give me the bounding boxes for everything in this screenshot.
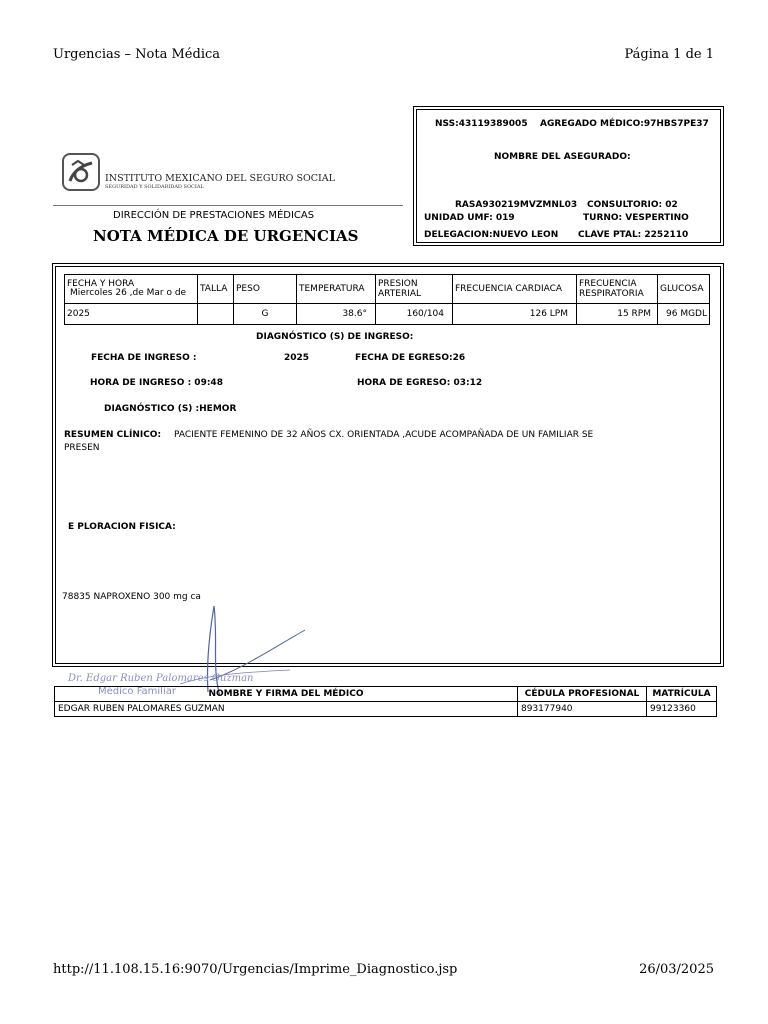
- fecha-hora-label: FECHA Y HORA: [67, 279, 135, 289]
- header-presion: PRESION ARTERIAL: [376, 275, 453, 304]
- value-temperatura: 38.6°: [297, 304, 376, 325]
- fecha-ingreso-label: FECHA DE INGRESO :: [91, 353, 197, 363]
- signature-scribble-icon: [150, 600, 320, 700]
- institution-name: INSTITUTO MEXICANO DEL SEGURO SOCIAL: [105, 173, 335, 184]
- vitals-header-row: [65, 275, 710, 304]
- matricula-value: 99123360: [647, 702, 717, 717]
- diagnostico: DIAGNÓSTICO (S) :HEMOR: [104, 404, 237, 414]
- document-title: NOTA MÉDICA DE URGENCIAS: [93, 227, 359, 245]
- value-talla: [198, 304, 234, 325]
- turno: TURNO: VESPERTINO: [583, 213, 689, 223]
- header-cedula: CÉDULA PROFESIONAL: [518, 687, 647, 702]
- direction-label: DIRECCIÓN DE PRESTACIONES MÉDICAS: [113, 210, 315, 221]
- institution-subtitle: SEGURIDAD Y SOLIDARIDAD SOCIAL: [105, 184, 204, 190]
- header-temperatura: TEMPERATURA: [297, 275, 376, 304]
- resumen-clinico-label: RESUMEN CLÍNICO:: [64, 430, 162, 440]
- fecha-egreso: FECHA DE EGRESO:26: [355, 353, 466, 363]
- doctor-name: EDGAR RUBEN PALOMARES GUZMAN: [55, 702, 518, 717]
- header-peso: PESO: [234, 275, 297, 304]
- diagnostico-ingreso-title: DIAGNÓSTICO (S) DE INGRESO:: [256, 332, 414, 342]
- value-peso: G: [234, 304, 297, 325]
- consultorio: CONSULTORIO: 02: [587, 200, 678, 210]
- resumen-clinico-text: PACIENTE FEMENINO DE 32 AÑOS CX. ORIENTADA ,ACUDE ACOMPAÑADA DE UN FAMILIAR SE: [174, 430, 594, 440]
- curp: RASA930219MVZMNL03: [455, 200, 578, 210]
- hora-egreso: HORA DE EGRESO: 03:12: [357, 378, 483, 388]
- fecha-hora-date: Miercoles 26 ,de Mar o de: [70, 288, 187, 298]
- doctor-stamp-role: Médico Familiar: [98, 686, 176, 697]
- header-glucosa: GLUCOSA: [658, 275, 710, 304]
- resumen-clinico-text-2: PRESEN: [64, 443, 100, 453]
- agregado-medico: AGREGADO MÉDICO:97HBS7PE37: [540, 119, 709, 129]
- imss-logo-icon: [62, 153, 100, 191]
- clave-ptal: CLAVE PTAL: 2252110: [578, 230, 689, 240]
- signature-header-row: [55, 687, 717, 702]
- header-matricula: MATRÍCULA: [647, 687, 717, 702]
- value-frecuencia-cardiaca: 126 LPM: [453, 304, 577, 325]
- page-number: Página 1 de 1: [624, 47, 714, 62]
- value-fecha: 2025: [65, 304, 198, 325]
- signature-table: [54, 686, 717, 717]
- page-header-title: Urgencias – Nota Médica: [53, 47, 221, 62]
- header-talla: TALLA: [198, 275, 234, 304]
- nss: NSS:43119389005: [435, 119, 528, 129]
- fecha-ingreso-value: 2025: [284, 353, 310, 363]
- header-frecuencia-cardiaca: FRECUENCIA CARDIACA: [453, 275, 577, 304]
- header-nombre-firma: NOMBRE Y FIRMA DEL MÉDICO: [55, 687, 518, 702]
- doctor-stamp-name: Dr. Edgar Ruben Palomares Guzman: [68, 673, 254, 684]
- signature-data-row: [55, 702, 717, 717]
- medicamento: 78835 NAPROXENO 300 mg ca: [62, 592, 201, 602]
- delegacion: DELEGACION:NUEVO LEON: [424, 230, 559, 240]
- hora-ingreso: HORA DE INGRESO : 09:48: [90, 378, 223, 388]
- vitals-table: [64, 274, 710, 325]
- footer-date: 26/03/2025: [639, 962, 714, 977]
- footer-url: http://11.108.15.16:9070/Urgencias/Imprime_Diagnostico.jsp: [53, 962, 458, 977]
- unidad-umf: UNIDAD UMF: 019: [424, 213, 515, 223]
- header-frecuencia-respiratoria: FRECUENCIA RESPIRATORIA: [577, 275, 658, 304]
- value-frecuencia-respiratoria: 15 RPM: [577, 304, 658, 325]
- header-fecha-hora: [65, 275, 198, 304]
- nombre-asegurado-label: NOMBRE DEL ASEGURADO:: [494, 152, 631, 162]
- value-presion: 160/104: [376, 304, 453, 325]
- cedula-value: 893177940: [518, 702, 647, 717]
- exploracion-fisica-label: E PLORACION FISICA:: [68, 522, 176, 532]
- value-glucosa: 96 MGDL: [658, 304, 710, 325]
- vitals-data-row: [65, 304, 710, 325]
- header-divider: [53, 205, 403, 206]
